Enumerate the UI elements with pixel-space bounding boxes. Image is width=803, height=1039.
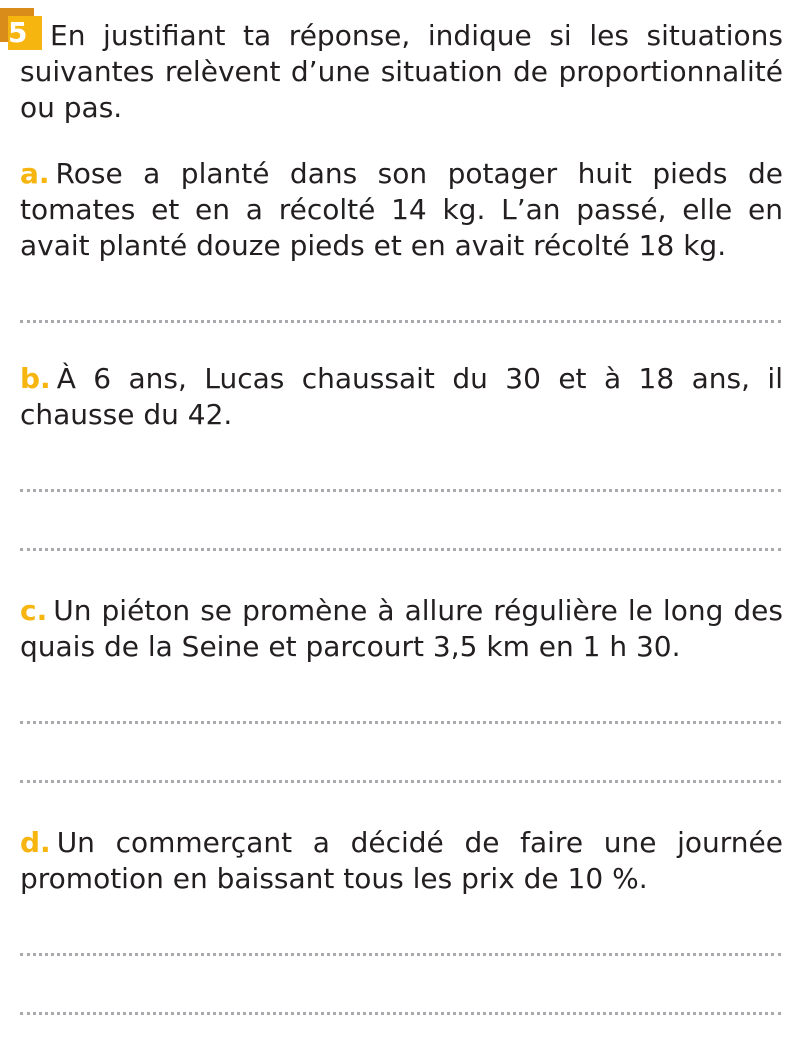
instruction-text: En justifiant ta réponse, indique si les situations suivantes relèvent d’une situation de proportionnalité ou pas. [20,19,783,124]
exercise-number: 5 [8,16,42,50]
question-a [20,156,783,264]
exercise-number-badge [0,16,44,50]
exercise-instruction [8,16,783,126]
question-letter-a: a. [20,157,50,190]
question-text-a: Rose a planté dans son potager huit pieds de tomates et en a récolté 14 kg. L’an passé, elle en avait planté douze pieds et en avait récolté 18 kg. [20,157,783,262]
question-d [20,825,783,897]
answer-line-b-2[interactable] [20,548,781,551]
question-letter-c: c. [20,594,48,627]
answer-line-a-1[interactable] [20,320,781,323]
question-text-c: Un piéton se promène à allure régulière le long des quais de la Seine et parcourt 3,5 km en 1 h 30. [20,594,783,663]
answer-line-b-1[interactable] [20,489,781,492]
answer-line-c-1[interactable] [20,721,781,724]
question-text-d: Un commerçant a décidé de faire une journée promotion en baissant tous les prix de 10 %. [20,826,783,895]
question-letter-b: b. [20,362,51,395]
question-b [20,361,783,433]
question-text-b: À 6 ans, Lucas chaussait du 30 et à 18 ans, il chausse du 42. [20,362,783,431]
exercise-page [8,0,783,1015]
answer-line-d-2[interactable] [20,1012,781,1015]
answer-line-c-2[interactable] [20,780,781,783]
question-c [20,593,783,665]
question-letter-d: d. [20,826,51,859]
answer-line-d-1[interactable] [20,953,781,956]
